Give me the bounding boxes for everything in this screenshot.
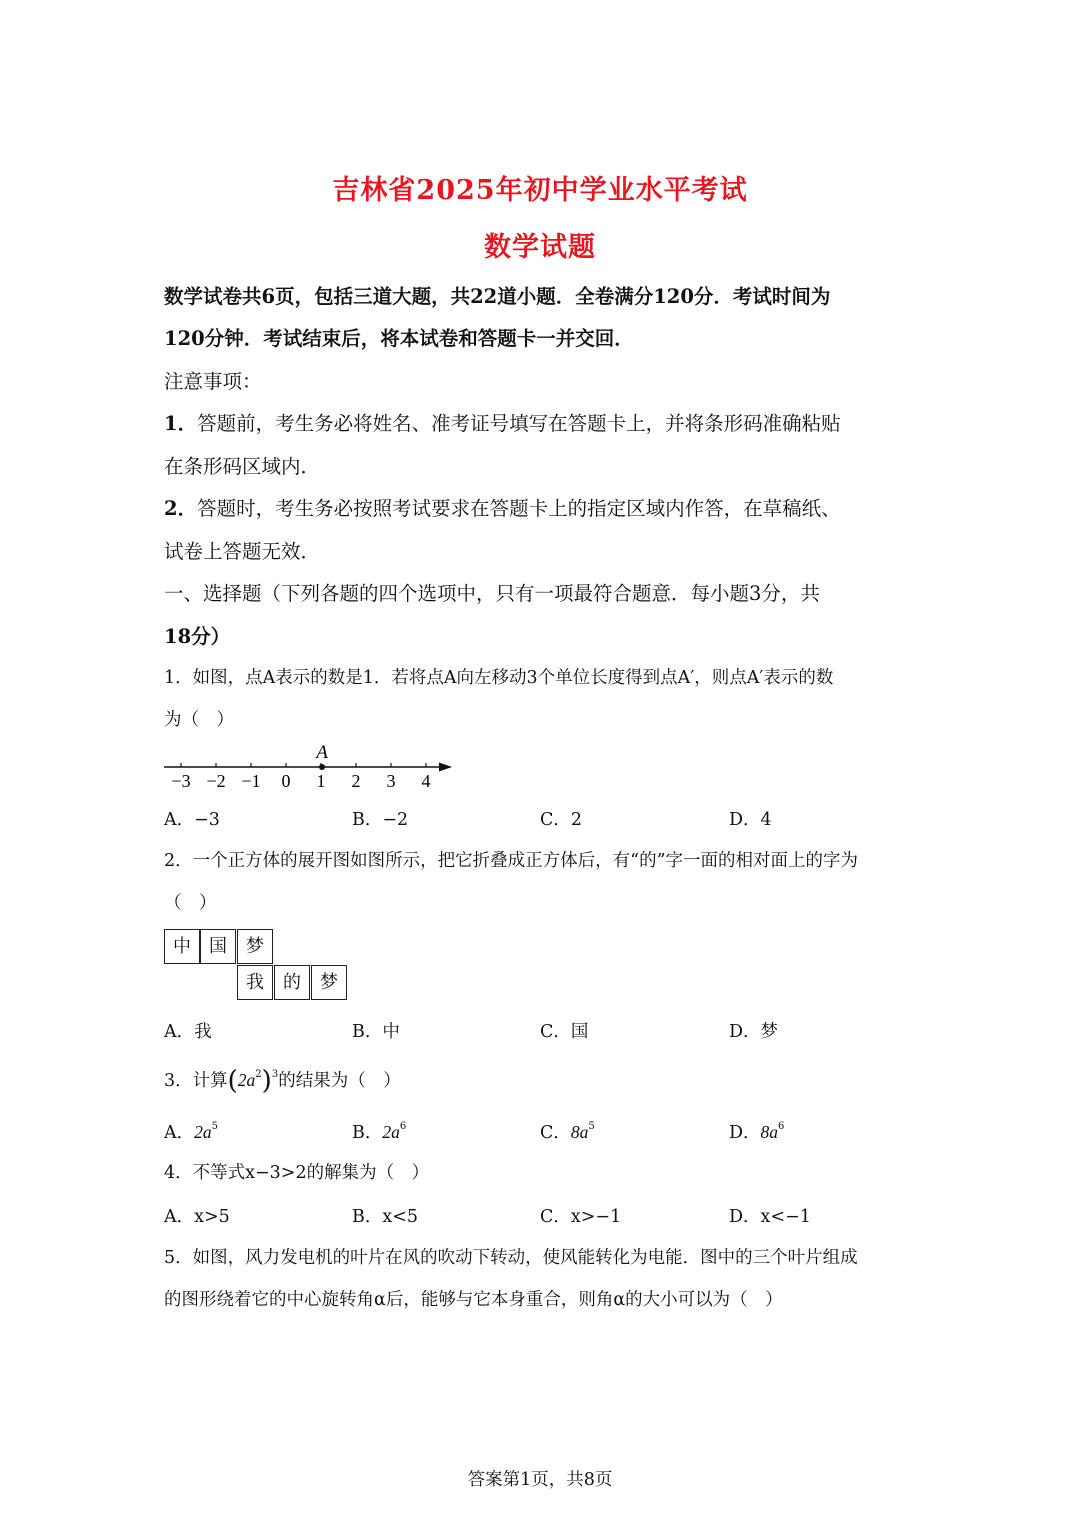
net-cell: 中 [164,929,200,964]
exam-subtitle: 数学试题 [484,232,596,263]
q2-option-d[interactable]: D．梦 [729,1022,779,1042]
q2-text: 2．一个正方体的展开图如图所示，把它折叠成正方体后，有“的”字一面的相对面上的字为 [164,851,859,871]
option-coefficient: 2a [194,1122,212,1142]
option-exponent: 6 [399,1121,407,1132]
notice-2 [164,493,841,521]
q3-option-a[interactable] [164,1119,218,1144]
q1-option-d[interactable]: D．4 [729,810,772,830]
q4-option-c[interactable]: C．x>−1 [540,1207,622,1227]
option-exponent: 5 [211,1121,219,1132]
number-line-tick-label: 2 [351,771,361,791]
q3-expression: 2a [237,1070,256,1090]
q3-option-b[interactable] [352,1119,406,1144]
option-exponent: 5 [588,1121,595,1132]
section-heading: 一、选择题（下列各题的四个选项中，只有一项最符合题意．每小题3分，共 [164,582,820,605]
q2-option-b[interactable]: B．中 [352,1022,400,1042]
q3-outer-exponent: 3 [271,1069,279,1080]
number-line-tick-label: −3 [171,771,191,791]
number-line-tick-label: −1 [241,771,261,791]
q2-option-a[interactable]: A．我 [164,1022,212,1042]
option-label: D． [729,1123,761,1143]
q1-option-a[interactable]: A．−3 [164,810,220,830]
q3-text: 3．计算$(2a^2)^3$的结果为（ ） [164,1066,401,1096]
number-line-figure [160,738,460,796]
intro-line-2: 120分钟．考试结束后，将本试卷和答题卡一并交回． [164,327,634,350]
number-line-tick-label: −2 [206,771,226,791]
q3-prefix: 3．计算 [164,1071,228,1091]
number-line-arrow [439,763,452,772]
q1-text-cont: 为（ ） [164,710,234,730]
q2-text-cont: （ ） [164,893,217,913]
point-a-label: A [316,742,328,763]
net-cell: 我 [237,965,273,1000]
intro-line-1: 数学试卷共6页，包括三道大题，共22道小题．全卷满分120分．考试时间为 [164,285,831,308]
notice-2-text: 答题时，考生务必按照考试要求在答题卡上的指定区域内作答，在草稿纸、 [197,497,841,520]
option-label: C． [540,1123,571,1143]
option-coefficient: 2a [382,1122,400,1142]
exam-title: 吉林省2025年初中学业水平考试 [332,175,748,206]
q3-option-d[interactable] [729,1119,784,1144]
notice-2-number: 2． [164,497,198,520]
notice-2-cont: 试卷上答题无效． [164,540,321,563]
q5-text-cont: 的图形绕着它的中心旋转角α后，能够与它本身重合，则角α的大小可以为（ ） [164,1290,783,1310]
q1-text: 1．如图，点A表示的数是1．若将点A向左移动3个单位长度得到点A′，则点A′表示的数 [164,668,834,688]
q4-option-a[interactable]: A．x>5 [164,1207,230,1227]
number-line-tick-label: 1 [316,771,326,791]
option-label: A． [164,1123,195,1143]
option-label: B． [352,1123,383,1143]
q4-option-d[interactable]: D．x<−1 [729,1207,811,1227]
q5-text: 5．如图，风力发电机的叶片在风的吹动下转动，使风能转化为电能．图中的三个叶片组成 [164,1248,858,1268]
q3-inner-exponent: 2 [255,1069,262,1080]
number-line-tick-label: 4 [421,771,431,791]
number-line-tick-label: 3 [386,771,396,791]
notice-1-text: 答题前，考生务必将姓名、准考证号填写在答题卡上，并将条形码准确粘贴 [197,412,841,435]
q1-option-c[interactable]: C．2 [540,810,583,830]
net-cell: 的 [274,965,310,1000]
net-cell: 国 [200,929,236,964]
net-cell: 梦 [237,929,273,964]
option-coefficient: 8a [760,1122,779,1142]
notice-1-number: 1． [164,412,198,435]
section-heading-cont: 18分） [164,625,231,648]
q3-option-c[interactable] [540,1119,595,1144]
notice-1 [164,408,841,436]
net-cell: 梦 [311,965,347,1000]
number-line-tick-label: 0 [281,771,291,791]
notice-1-cont: 在条形码区域内． [164,455,321,478]
q2-option-c[interactable]: C．国 [540,1022,589,1042]
q1-option-b[interactable]: B．−2 [352,810,409,830]
point-a-dot [319,764,325,770]
q3-suffix: 的结果为（ ） [278,1071,401,1091]
q4-text: 4．不等式x−3>2的解集为（ ） [164,1163,430,1183]
option-exponent: 6 [778,1121,785,1132]
notice-heading: 注意事项： [164,370,262,393]
page-footer: 答案第1页，共8页 [467,1470,613,1490]
q4-option-b[interactable]: B．x<5 [352,1207,419,1227]
option-coefficient: 8a [570,1122,589,1142]
